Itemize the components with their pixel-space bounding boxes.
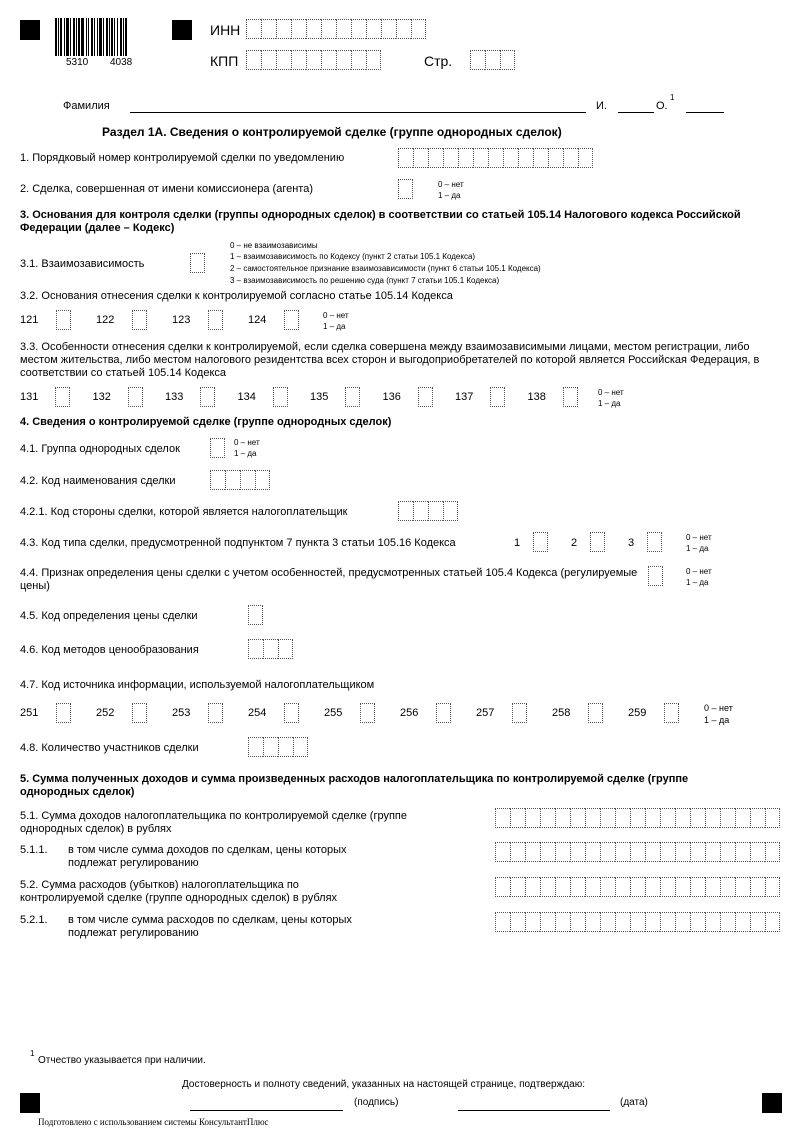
barcode-number-right: 4038: [110, 57, 133, 68]
entry-cell[interactable]: [398, 179, 413, 199]
entry-cell[interactable]: [413, 501, 428, 521]
entry-cell[interactable]: [208, 703, 223, 723]
entry-cell[interactable]: [600, 912, 615, 932]
entry-cell[interactable]: [210, 438, 225, 458]
item-3-3-yes: 1 – да: [598, 399, 621, 408]
item-4-7-code-label: 252: [96, 707, 115, 719]
item-3-1-field[interactable]: [190, 253, 205, 273]
entry-cell[interactable]: [225, 470, 240, 490]
entry-cell[interactable]: [293, 737, 308, 757]
item-3-3-no: 0 – нет: [598, 388, 624, 397]
entry-cell[interactable]: [495, 912, 510, 932]
item-4-7-code-label: 259: [628, 707, 647, 719]
date-field[interactable]: [458, 1110, 610, 1111]
item-2-no: 0 – нет: [438, 180, 464, 189]
entry-cell[interactable]: [351, 50, 366, 70]
item-5-title: 5. Сумма полученных доходов и сумма произведенных расходов налогоплательщика по контролируемой сделке (группе однородных сделок): [20, 773, 689, 798]
entry-cell[interactable]: [570, 912, 585, 932]
entry-cell[interactable]: [291, 50, 306, 70]
item-4-2-field[interactable]: [210, 470, 270, 490]
entry-cell[interactable]: [645, 877, 660, 897]
entry-cell[interactable]: [276, 19, 291, 39]
entry-cell[interactable]: [645, 808, 660, 828]
item-3-2-label: 3.2. Основания отнесения сделки к контролируемой согласно статье 105.14 Кодекса: [20, 290, 453, 302]
entry-cell[interactable]: [366, 50, 381, 70]
item-4-4-yes: 1 – да: [686, 578, 709, 587]
entry-cell[interactable]: [615, 877, 630, 897]
item-4-7-label: 4.7. Код источника информации, используемой налогоплательщиком: [20, 679, 375, 691]
entry-cell[interactable]: [533, 148, 548, 168]
item-5-2-1-label: в том числе сумма расходов по сделкам, цены которых подлежат регулированию: [68, 914, 352, 939]
entry-cell[interactable]: [750, 912, 765, 932]
entry-cell[interactable]: [278, 737, 293, 757]
entry-cell[interactable]: [765, 808, 780, 828]
item-4-7-yes: 1 – да: [704, 715, 730, 725]
entry-cell[interactable]: [261, 19, 276, 39]
entry-cell[interactable]: [132, 703, 147, 723]
item-4-7-code-field[interactable]: [664, 703, 679, 723]
entry-cell[interactable]: [630, 912, 645, 932]
item-4-7-code-field[interactable]: [588, 703, 603, 723]
item-3-1-opt-2: 2 – самостоятельное признание взаимозависимости (пункт 6 статьи 105.1 Кодекса): [230, 264, 541, 273]
item-3-1-label: 3.1. Взаимозависимость: [20, 258, 145, 270]
entry-cell[interactable]: [647, 532, 662, 552]
footnote-mark: 1: [670, 93, 675, 102]
corner-marker-top-right: [172, 20, 192, 40]
item-3-3-code-field[interactable]: [200, 387, 215, 407]
entry-cell[interactable]: [276, 50, 291, 70]
section-title: Раздел 1А. Сведения о контролируемой сделке (группе однородных сделок): [102, 125, 562, 139]
entry-cell[interactable]: [720, 912, 735, 932]
item-4-1-label: 4.1. Группа однородных сделок: [20, 443, 180, 455]
item-3-2-code-label: 122: [96, 314, 115, 326]
item-2-yes: 1 – да: [438, 191, 461, 200]
entry-cell[interactable]: [273, 387, 288, 407]
entry-cell[interactable]: [411, 19, 426, 39]
item-4-4-field[interactable]: [648, 566, 663, 586]
confirm-text: Достоверность и полноту сведений, указанных на настоящей странице, подтверждаю:: [182, 1079, 585, 1090]
item-3-3-code-field[interactable]: [563, 387, 578, 407]
entry-cell[interactable]: [630, 877, 645, 897]
entry-cell[interactable]: [570, 808, 585, 828]
item-3-2-code-field[interactable]: [208, 310, 223, 330]
entry-cell[interactable]: [585, 808, 600, 828]
kpp-field[interactable]: [246, 50, 381, 70]
item-3-3-code-label: 137: [455, 391, 474, 403]
item-3-2-code-field[interactable]: [284, 310, 299, 330]
item-4-5-label: 4.5. Код определения цены сделки: [20, 610, 198, 622]
item-3-2-no: 0 – нет: [323, 311, 349, 320]
entry-cell[interactable]: [660, 912, 675, 932]
entry-cell[interactable]: [690, 877, 705, 897]
entry-cell[interactable]: [398, 501, 413, 521]
item-3-1-opt-3: 3 – взаимозависимость по решению суда (пункт 7 статьи 105.1 Кодекса): [230, 276, 500, 285]
item-5-1-label: 5.1. Сумма доходов налогоплательщика по контролируемой сделке (группе однородных сделок) в рублях: [20, 810, 407, 835]
entry-cell[interactable]: [765, 877, 780, 897]
entry-cell[interactable]: [690, 808, 705, 828]
entry-cell[interactable]: [765, 912, 780, 932]
entry-cell[interactable]: [750, 808, 765, 828]
item-4-7-code-field[interactable]: [208, 703, 223, 723]
item-5-2-label: 5.2. Сумма расходов (убытков) налогоплательщика по контролируемой сделке (группе однородных сделок) в рублях: [20, 879, 338, 904]
entry-cell[interactable]: [735, 842, 750, 862]
surname-field[interactable]: [130, 112, 586, 113]
item-3-1-opt-1: 1 – взаимозависимость по Кодексу (пункт 2 статьи 105.1 Кодекса): [230, 252, 476, 261]
entry-cell[interactable]: [690, 912, 705, 932]
entry-cell[interactable]: [615, 842, 630, 862]
item-3-3-code-field[interactable]: [418, 387, 433, 407]
entry-cell[interactable]: [705, 877, 720, 897]
entry-cell[interactable]: [555, 842, 570, 862]
inn-field[interactable]: [246, 19, 426, 39]
entry-cell[interactable]: [443, 148, 458, 168]
item-3-3-code-field[interactable]: [490, 387, 505, 407]
item-4-2-1-label: 4.2.1. Код стороны сделки, которой является налогоплательщик: [20, 506, 348, 518]
item-4-7-code-label: 257: [476, 707, 495, 719]
item-5-2-1-num: 5.2.1.: [20, 914, 48, 926]
item-4-7-code-field[interactable]: [56, 703, 71, 723]
entry-cell[interactable]: [510, 877, 525, 897]
entry-cell[interactable]: [555, 877, 570, 897]
item-4-3-code-field[interactable]: [590, 532, 605, 552]
item-3-2-yes: 1 – да: [323, 322, 346, 331]
item-3-2-code-label: 123: [172, 314, 191, 326]
corner-marker-top-left: [20, 20, 40, 40]
entry-cell[interactable]: [291, 19, 306, 39]
entry-cell[interactable]: [525, 912, 540, 932]
entry-cell[interactable]: [570, 877, 585, 897]
entry-cell[interactable]: [615, 912, 630, 932]
entry-cell[interactable]: [458, 148, 473, 168]
entry-cell[interactable]: [398, 148, 413, 168]
kpp-label: КПП: [210, 53, 239, 69]
entry-cell[interactable]: [278, 639, 293, 659]
entry-cell[interactable]: [525, 877, 540, 897]
entry-cell[interactable]: [630, 808, 645, 828]
item-4-7-no: 0 – нет: [704, 703, 733, 713]
item-5-2-field[interactable]: [495, 877, 780, 897]
entry-cell[interactable]: [360, 703, 375, 723]
item-4-4-label: 4.4. Признак определения цены сделки с учетом особенностей, предусмотренных статьей 105.4 Кодекса (регулируемые цены): [20, 567, 638, 592]
entry-cell[interactable]: [578, 148, 593, 168]
initial-o-field[interactable]: [686, 112, 724, 113]
signature-field[interactable]: [190, 1110, 343, 1111]
item-3-3-code-label: 133: [165, 391, 184, 403]
item-4-6-field[interactable]: [248, 639, 293, 659]
entry-cell[interactable]: [128, 387, 143, 407]
item-4-6-label: 4.6. Код методов ценообразования: [20, 644, 199, 656]
entry-cell[interactable]: [263, 737, 278, 757]
item-3-3-code-label: 132: [92, 391, 111, 403]
entry-cell[interactable]: [470, 50, 485, 70]
entry-cell[interactable]: [321, 19, 336, 39]
entry-cell[interactable]: [675, 912, 690, 932]
entry-cell[interactable]: [490, 387, 505, 407]
entry-cell[interactable]: [588, 703, 603, 723]
item-4-8-field[interactable]: [248, 737, 308, 757]
entry-cell[interactable]: [630, 842, 645, 862]
barcode: [55, 18, 128, 56]
entry-cell[interactable]: [690, 842, 705, 862]
entry-cell[interactable]: [418, 387, 433, 407]
entry-cell[interactable]: [555, 808, 570, 828]
item-4-7-code-label: 255: [324, 707, 343, 719]
entry-cell[interactable]: [600, 877, 615, 897]
entry-cell[interactable]: [473, 148, 488, 168]
entry-cell[interactable]: [428, 501, 443, 521]
item-3-1-opt-0: 0 – не взаимозависимы: [230, 241, 318, 250]
item-5-1-1-label: в том числе сумма доходов по сделкам, цены которых подлежат регулированию: [68, 844, 347, 869]
item-3-3-code-label: 138: [527, 391, 546, 403]
entry-cell[interactable]: [246, 19, 261, 39]
entry-cell[interactable]: [660, 808, 675, 828]
item-4-1-yes: 1 – да: [234, 449, 257, 458]
entry-cell[interactable]: [563, 148, 578, 168]
entry-cell[interactable]: [488, 148, 503, 168]
item-5-1-field[interactable]: [495, 808, 780, 828]
item-4-7-code-field[interactable]: [284, 703, 299, 723]
item-4-7-code-field[interactable]: [360, 703, 375, 723]
entry-cell[interactable]: [720, 842, 735, 862]
entry-cell[interactable]: [555, 912, 570, 932]
barcode-bar: [127, 18, 128, 56]
entry-cell[interactable]: [381, 19, 396, 39]
item-3-3-code-label: 131: [20, 391, 39, 403]
entry-cell[interactable]: [263, 639, 278, 659]
footnote-text: Отчество указывается при наличии.: [38, 1055, 206, 1066]
item-4-7-code-field[interactable]: [436, 703, 451, 723]
entry-cell[interactable]: [495, 842, 510, 862]
surname-label: Фамилия: [63, 100, 110, 112]
entry-cell[interactable]: [495, 808, 510, 828]
entry-cell[interactable]: [548, 148, 563, 168]
entry-cell[interactable]: [366, 19, 381, 39]
entry-cell[interactable]: [675, 842, 690, 862]
item-4-3-code-label: 2: [571, 537, 578, 549]
item-4-5-field[interactable]: [248, 605, 263, 625]
entry-cell[interactable]: [540, 912, 555, 932]
barcode-number-left: 5310: [66, 57, 89, 68]
item-3-title: 3. Основания для контроля сделки (группы однородных сделок) в соответствии со статьей 105.14 Налогового кодекса Российской Федерации (далее – Кодекс): [20, 209, 741, 234]
inn-label: ИНН: [210, 22, 241, 38]
item-4-1-field[interactable]: [210, 438, 225, 458]
item-4-7-code-label: 254: [248, 707, 267, 719]
entry-cell[interactable]: [590, 532, 605, 552]
item-4-3-no: 0 – нет: [686, 533, 712, 542]
item-4-3-code-label: 3: [628, 537, 635, 549]
item-3-3-label: 3.3. Особенности отнесения сделки к контролируемой, если сделка совершена между взаимозависимыми лицами, местом регистрации, либо местом жительства, либо местом налогового резидентства всех сторон и выгодоприобретателей по которой является Российская Федерация, в соответствии со статьей 105.14 Кодекса: [20, 341, 760, 379]
entry-cell[interactable]: [750, 842, 765, 862]
entry-cell[interactable]: [248, 639, 263, 659]
entry-cell[interactable]: [261, 50, 276, 70]
entry-cell[interactable]: [533, 532, 548, 552]
item-4-3-yes: 1 – да: [686, 544, 709, 553]
entry-cell[interactable]: [585, 877, 600, 897]
item-1-field[interactable]: [398, 148, 593, 168]
entry-cell[interactable]: [525, 842, 540, 862]
entry-cell[interactable]: [765, 842, 780, 862]
entry-cell[interactable]: [485, 50, 500, 70]
entry-cell[interactable]: [413, 148, 428, 168]
entry-cell[interactable]: [648, 566, 663, 586]
entry-cell[interactable]: [518, 148, 533, 168]
entry-cell[interactable]: [503, 148, 518, 168]
entry-cell[interactable]: [345, 387, 360, 407]
entry-cell[interactable]: [660, 842, 675, 862]
entry-cell[interactable]: [443, 501, 458, 521]
item-4-4-no: 0 – нет: [686, 567, 712, 576]
entry-cell[interactable]: [56, 310, 71, 330]
entry-cell[interactable]: [510, 808, 525, 828]
entry-cell[interactable]: [321, 50, 336, 70]
item-3-3-code-label: 135: [310, 391, 329, 403]
corner-marker-bottom-left: [20, 1093, 40, 1113]
entry-cell[interactable]: [336, 50, 351, 70]
date-label: (дата): [620, 1097, 648, 1108]
item-5-1-1-field[interactable]: [495, 842, 780, 862]
entry-cell[interactable]: [563, 387, 578, 407]
prepared-note: Подготовлено с использованием системы КонсультантПлюс: [38, 1117, 269, 1127]
initial-i-label: И.: [596, 100, 607, 112]
entry-cell[interactable]: [600, 842, 615, 862]
entry-cell[interactable]: [600, 808, 615, 828]
item-4-1-no: 0 – нет: [234, 438, 260, 447]
entry-cell[interactable]: [306, 50, 321, 70]
entry-cell[interactable]: [210, 470, 225, 490]
entry-cell[interactable]: [540, 808, 555, 828]
entry-cell[interactable]: [132, 310, 147, 330]
entry-cell[interactable]: [675, 808, 690, 828]
entry-cell[interactable]: [510, 842, 525, 862]
footer-footnote-mark: 1: [30, 1049, 35, 1058]
entry-cell[interactable]: [190, 253, 205, 273]
page-number-field[interactable]: [470, 50, 515, 70]
item-4-7-code-label: 258: [552, 707, 571, 719]
entry-cell[interactable]: [246, 50, 261, 70]
item-4-3-code-label: 1: [514, 537, 521, 549]
item-3-3-code-field[interactable]: [345, 387, 360, 407]
entry-cell[interactable]: [705, 842, 720, 862]
entry-cell[interactable]: [585, 842, 600, 862]
entry-cell[interactable]: [248, 605, 263, 625]
item-4-2-label: 4.2. Код наименования сделки: [20, 475, 176, 487]
entry-cell[interactable]: [500, 50, 515, 70]
entry-cell[interactable]: [248, 737, 263, 757]
item-4-3-code-field[interactable]: [647, 532, 662, 552]
entry-cell[interactable]: [284, 703, 299, 723]
item-3-3-code-label: 134: [237, 391, 256, 403]
entry-cell[interactable]: [240, 470, 255, 490]
entry-cell[interactable]: [56, 703, 71, 723]
entry-cell[interactable]: [645, 842, 660, 862]
entry-cell[interactable]: [705, 912, 720, 932]
entry-cell[interactable]: [735, 912, 750, 932]
entry-cell[interactable]: [720, 877, 735, 897]
item-4-7-code-label: 251: [20, 707, 39, 719]
entry-cell[interactable]: [585, 912, 600, 932]
entry-cell[interactable]: [255, 470, 270, 490]
item-4-7-code-field[interactable]: [132, 703, 147, 723]
item-5-2-1-field[interactable]: [495, 912, 780, 932]
item-3-2-code-field[interactable]: [56, 310, 71, 330]
item-4-7-code-label: 253: [172, 707, 191, 719]
entry-cell[interactable]: [615, 808, 630, 828]
entry-cell[interactable]: [540, 842, 555, 862]
entry-cell[interactable]: [436, 703, 451, 723]
entry-cell[interactable]: [495, 877, 510, 897]
entry-cell[interactable]: [570, 842, 585, 862]
entry-cell[interactable]: [735, 877, 750, 897]
item-3-2-code-field[interactable]: [132, 310, 147, 330]
item-4-2-1-field[interactable]: [398, 501, 458, 521]
entry-cell[interactable]: [540, 877, 555, 897]
item-4-3-code-field[interactable]: [533, 532, 548, 552]
entry-cell[interactable]: [645, 912, 660, 932]
entry-cell[interactable]: [428, 148, 443, 168]
entry-cell[interactable]: [512, 703, 527, 723]
entry-cell[interactable]: [664, 703, 679, 723]
entry-cell[interactable]: [284, 310, 299, 330]
item-4-8-label: 4.8. Количество участников сделки: [20, 742, 199, 754]
entry-cell[interactable]: [525, 808, 540, 828]
entry-cell[interactable]: [735, 808, 750, 828]
item-1-label: 1. Порядковый номер контролируемой сделки по уведомлению: [20, 152, 345, 164]
entry-cell[interactable]: [705, 808, 720, 828]
entry-cell[interactable]: [55, 387, 70, 407]
item-3-2-code-label: 121: [20, 314, 39, 326]
signature-label: (подпись): [354, 1097, 399, 1108]
entry-cell[interactable]: [336, 19, 351, 39]
item-2-field[interactable]: [398, 179, 413, 199]
entry-cell[interactable]: [396, 19, 411, 39]
entry-cell[interactable]: [660, 877, 675, 897]
item-5-1-1-num: 5.1.1.: [20, 844, 48, 856]
item-3-3-code-field[interactable]: [128, 387, 143, 407]
entry-cell[interactable]: [720, 808, 735, 828]
entry-cell[interactable]: [200, 387, 215, 407]
entry-cell[interactable]: [750, 877, 765, 897]
initial-o-label: О.: [656, 100, 668, 112]
item-3-3-code-field[interactable]: [55, 387, 70, 407]
initial-i-field[interactable]: [618, 112, 654, 113]
item-3-3-code-field[interactable]: [273, 387, 288, 407]
item-3-3-code-label: 136: [382, 391, 401, 403]
item-2-label: 2. Сделка, совершенная от имени комиссионера (агента): [20, 183, 313, 195]
entry-cell[interactable]: [351, 19, 366, 39]
corner-marker-bottom-right: [762, 1093, 782, 1113]
entry-cell[interactable]: [208, 310, 223, 330]
entry-cell[interactable]: [675, 877, 690, 897]
item-3-2-code-label: 124: [248, 314, 267, 326]
page-label: Стр.: [424, 53, 453, 69]
entry-cell[interactable]: [306, 19, 321, 39]
item-4-title: 4. Сведения о контролируемой сделке (группе однородных сделок): [20, 416, 392, 428]
item-4-7-code-label: 256: [400, 707, 419, 719]
item-4-3-label: 4.3. Код типа сделки, предусмотренной подпунктом 7 пункта 3 статьи 105.16 Кодекса: [20, 537, 456, 549]
item-4-7-code-field[interactable]: [512, 703, 527, 723]
entry-cell[interactable]: [510, 912, 525, 932]
